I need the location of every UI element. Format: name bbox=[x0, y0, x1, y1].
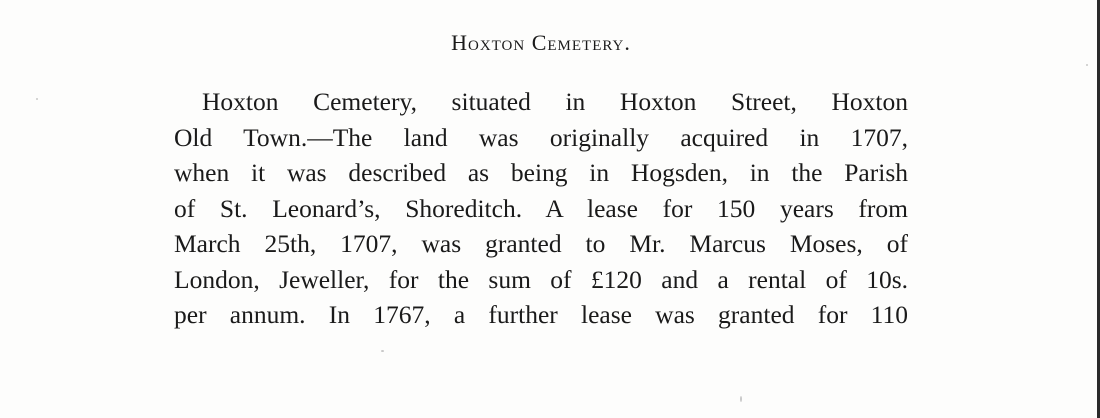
paragraph-line-1: Hoxton Cemetery, situated in Hoxton Street, Hoxton bbox=[202, 87, 908, 116]
scan-speck bbox=[381, 350, 384, 352]
paragraph-line-7: per annum. In 1767, a further lease was granted for 110 bbox=[174, 300, 908, 329]
scan-speck bbox=[36, 98, 38, 100]
scan-speck bbox=[740, 396, 742, 402]
paragraph-line-4: of St. Leonard’s, Shoreditch. A lease for 150 years from bbox=[174, 193, 908, 223]
body-paragraph bbox=[174, 84, 908, 333]
paragraph-line-3: when it was described as being in Hogsden, in the Parish bbox=[174, 158, 908, 187]
section-heading: Hoxton Cemetery. bbox=[451, 30, 631, 55]
scan-speck bbox=[1086, 64, 1088, 66]
paragraph-line-2: Old Town.—The land was originally acquired in 1707, bbox=[174, 122, 908, 152]
paragraph-line-6: London, Jeweller, for the sum of £120 and a rental of 10s. bbox=[174, 264, 908, 294]
paragraph-line-5: March 25th, 1707, was granted to Mr. Marcus Moses, of bbox=[174, 229, 908, 258]
